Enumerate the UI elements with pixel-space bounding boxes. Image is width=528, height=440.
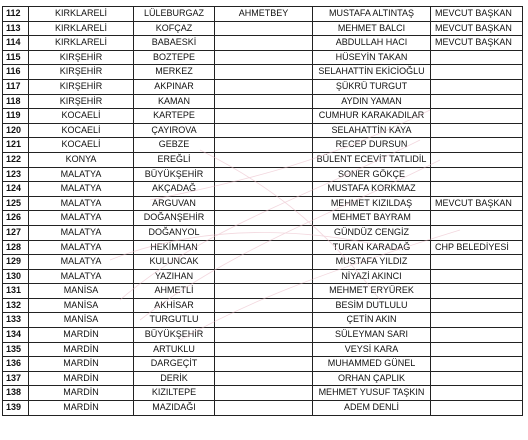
note-cell bbox=[431, 255, 523, 270]
table-row bbox=[3, 269, 523, 284]
note-cell bbox=[431, 269, 523, 284]
candidate-table bbox=[2, 6, 523, 416]
district-cell: KARTEPE bbox=[134, 109, 215, 124]
note-cell: MEVCUT BAŞKAN bbox=[431, 36, 523, 51]
table-row bbox=[3, 211, 523, 226]
table-row bbox=[3, 401, 523, 416]
province-cell: MALATYA bbox=[29, 167, 134, 182]
row-number: 139 bbox=[3, 401, 29, 416]
note-cell: MEVCUT BAŞKAN bbox=[431, 7, 523, 22]
town-cell bbox=[215, 313, 313, 328]
province-cell: KIRŞEHİR bbox=[29, 79, 134, 94]
note-cell: MEVCUT BAŞKAN bbox=[431, 21, 523, 36]
row-number: 122 bbox=[3, 152, 29, 167]
note-cell bbox=[431, 298, 523, 313]
table-row bbox=[3, 342, 523, 357]
row-number: 126 bbox=[3, 211, 29, 226]
note-cell bbox=[431, 313, 523, 328]
row-number: 138 bbox=[3, 386, 29, 401]
town-cell bbox=[215, 269, 313, 284]
province-cell: KIRKLARELİ bbox=[29, 21, 134, 36]
candidate-cell: MEHMET BALCI bbox=[313, 21, 431, 36]
note-cell bbox=[431, 152, 523, 167]
note-cell bbox=[431, 109, 523, 124]
candidate-cell: MEHMET BAYRAM bbox=[313, 211, 431, 226]
town-cell bbox=[215, 342, 313, 357]
town-cell bbox=[215, 211, 313, 226]
district-cell: AKHİSAR bbox=[134, 298, 215, 313]
district-cell: EREĞLİ bbox=[134, 152, 215, 167]
district-cell: ARTUKLU bbox=[134, 342, 215, 357]
town-cell bbox=[215, 182, 313, 197]
district-cell: ÇAYIROVA bbox=[134, 123, 215, 138]
province-cell: KIRŞEHİR bbox=[29, 65, 134, 80]
table-row bbox=[3, 138, 523, 153]
candidate-cell: HÜSEYİN TAKAN bbox=[313, 50, 431, 65]
candidate-cell: BESİM DUTLULU bbox=[313, 298, 431, 313]
candidate-cell: MUSTAFA YILDIZ bbox=[313, 255, 431, 270]
province-cell: MALATYA bbox=[29, 240, 134, 255]
district-cell: MAZIDAĞI bbox=[134, 401, 215, 416]
town-cell bbox=[215, 109, 313, 124]
table-row bbox=[3, 386, 523, 401]
candidate-cell: SELAHATTİN EKİCİOĞLU bbox=[313, 65, 431, 80]
candidate-cell: MUHAMMED GÜNEL bbox=[313, 357, 431, 372]
table-row bbox=[3, 123, 523, 138]
town-cell bbox=[215, 152, 313, 167]
row-number: 131 bbox=[3, 284, 29, 299]
candidate-cell: ÇETİN AKIN bbox=[313, 313, 431, 328]
town-cell bbox=[215, 298, 313, 313]
district-cell: AKPINAR bbox=[134, 79, 215, 94]
province-cell: MALATYA bbox=[29, 255, 134, 270]
district-cell: AHMETLİ bbox=[134, 284, 215, 299]
district-cell: DERİK bbox=[134, 371, 215, 386]
district-cell: KULUNCAK bbox=[134, 255, 215, 270]
note-cell bbox=[431, 50, 523, 65]
row-number: 133 bbox=[3, 313, 29, 328]
town-cell bbox=[215, 386, 313, 401]
province-cell: KOCAELİ bbox=[29, 109, 134, 124]
district-cell: AKÇADAĞ bbox=[134, 182, 215, 197]
note-cell bbox=[431, 386, 523, 401]
table-row bbox=[3, 182, 523, 197]
town-cell bbox=[215, 357, 313, 372]
district-cell: KAMAN bbox=[134, 94, 215, 109]
district-cell: KOFÇAZ bbox=[134, 21, 215, 36]
district-cell: BABAESKİ bbox=[134, 36, 215, 51]
town-cell bbox=[215, 240, 313, 255]
row-number: 134 bbox=[3, 328, 29, 343]
province-cell: KOCAELİ bbox=[29, 123, 134, 138]
table-row bbox=[3, 50, 523, 65]
province-cell: MARDİN bbox=[29, 386, 134, 401]
town-cell bbox=[215, 225, 313, 240]
note-cell bbox=[431, 79, 523, 94]
row-number: 120 bbox=[3, 123, 29, 138]
table-row bbox=[3, 167, 523, 182]
table-row bbox=[3, 79, 523, 94]
row-number: 135 bbox=[3, 342, 29, 357]
table-row bbox=[3, 36, 523, 51]
table-row bbox=[3, 357, 523, 372]
row-number: 136 bbox=[3, 357, 29, 372]
row-number: 125 bbox=[3, 196, 29, 211]
table-row bbox=[3, 7, 523, 22]
town-cell bbox=[215, 401, 313, 416]
province-cell: KIRKLARELİ bbox=[29, 7, 134, 22]
town-cell bbox=[215, 328, 313, 343]
town-cell bbox=[215, 36, 313, 51]
town-cell bbox=[215, 284, 313, 299]
table-body bbox=[3, 7, 523, 416]
note-cell bbox=[431, 65, 523, 80]
note-cell bbox=[431, 284, 523, 299]
row-number: 123 bbox=[3, 167, 29, 182]
note-cell bbox=[431, 167, 523, 182]
district-cell: DARGEÇİT bbox=[134, 357, 215, 372]
district-cell: BÜYÜKŞEHİR bbox=[134, 328, 215, 343]
table-row bbox=[3, 225, 523, 240]
province-cell: MARDİN bbox=[29, 342, 134, 357]
province-cell: MARDİN bbox=[29, 401, 134, 416]
note-cell bbox=[431, 123, 523, 138]
table-row bbox=[3, 371, 523, 386]
district-cell: YAZIHAN bbox=[134, 269, 215, 284]
province-cell: MANİSA bbox=[29, 298, 134, 313]
row-number: 112 bbox=[3, 7, 29, 22]
candidate-cell: ŞÜKRÜ TURGUT bbox=[313, 79, 431, 94]
note-cell bbox=[431, 94, 523, 109]
note-cell bbox=[431, 342, 523, 357]
candidate-cell: TURAN KARADAĞ bbox=[313, 240, 431, 255]
town-cell bbox=[215, 79, 313, 94]
table-row bbox=[3, 313, 523, 328]
candidate-cell: SONER GÖKÇE bbox=[313, 167, 431, 182]
town-cell bbox=[215, 123, 313, 138]
note-cell bbox=[431, 182, 523, 197]
candidate-cell: SÜLEYMAN SARI bbox=[313, 328, 431, 343]
candidate-cell: GÜNDÜZ CENGİZ bbox=[313, 225, 431, 240]
table-row bbox=[3, 109, 523, 124]
candidate-cell: AYDIN YAMAN bbox=[313, 94, 431, 109]
row-number: 113 bbox=[3, 21, 29, 36]
spreadsheet bbox=[2, 6, 523, 416]
row-number: 127 bbox=[3, 225, 29, 240]
town-cell: AHMETBEY bbox=[215, 7, 313, 22]
town-cell bbox=[215, 196, 313, 211]
province-cell: KOCAELİ bbox=[29, 138, 134, 153]
table-row bbox=[3, 94, 523, 109]
district-cell: DOĞANŞEHİR bbox=[134, 211, 215, 226]
row-number: 117 bbox=[3, 79, 29, 94]
province-cell: KONYA bbox=[29, 152, 134, 167]
town-cell bbox=[215, 21, 313, 36]
province-cell: MALATYA bbox=[29, 196, 134, 211]
table-row bbox=[3, 65, 523, 80]
row-number: 115 bbox=[3, 50, 29, 65]
town-cell bbox=[215, 138, 313, 153]
note-cell bbox=[431, 328, 523, 343]
district-cell: LÜLEBURGAZ bbox=[134, 7, 215, 22]
row-number: 119 bbox=[3, 109, 29, 124]
candidate-cell: MUSTAFA ALTINTAŞ bbox=[313, 7, 431, 22]
note-cell bbox=[431, 138, 523, 153]
district-cell: BOZTEPE bbox=[134, 50, 215, 65]
town-cell bbox=[215, 371, 313, 386]
table-row bbox=[3, 152, 523, 167]
note-cell bbox=[431, 357, 523, 372]
district-cell: DOĞANYOL bbox=[134, 225, 215, 240]
town-cell bbox=[215, 50, 313, 65]
note-cell bbox=[431, 225, 523, 240]
candidate-cell: MEHMET YUSUF TAŞKIN bbox=[313, 386, 431, 401]
province-cell: MALATYA bbox=[29, 269, 134, 284]
candidate-cell: BÜLENT ECEVİT TATLIDİL bbox=[313, 152, 431, 167]
note-cell bbox=[431, 371, 523, 386]
province-cell: MALATYA bbox=[29, 211, 134, 226]
province-cell: MARDİN bbox=[29, 371, 134, 386]
table-row bbox=[3, 196, 523, 211]
district-cell: KIZILTEPE bbox=[134, 386, 215, 401]
candidate-cell: MUSTAFA KORKMAZ bbox=[313, 182, 431, 197]
province-cell: KIRKLARELİ bbox=[29, 36, 134, 51]
table-row bbox=[3, 328, 523, 343]
table-row bbox=[3, 240, 523, 255]
note-cell: MEVCUT BAŞKAN bbox=[431, 196, 523, 211]
candidate-cell: ADEM DENLİ bbox=[313, 401, 431, 416]
district-cell: HEKİMHAN bbox=[134, 240, 215, 255]
candidate-cell: SELAHATTİN KAYA bbox=[313, 123, 431, 138]
district-cell: BÜYÜKŞEHİR bbox=[134, 167, 215, 182]
candidate-cell: ORHAN ÇAPLIK bbox=[313, 371, 431, 386]
table-row bbox=[3, 21, 523, 36]
row-number: 129 bbox=[3, 255, 29, 270]
district-cell: MERKEZ bbox=[134, 65, 215, 80]
row-number: 137 bbox=[3, 371, 29, 386]
candidate-cell: CUMHUR KARAKADILAR bbox=[313, 109, 431, 124]
province-cell: MANİSA bbox=[29, 313, 134, 328]
table-row bbox=[3, 255, 523, 270]
row-number: 128 bbox=[3, 240, 29, 255]
note-cell bbox=[431, 401, 523, 416]
candidate-cell: MEHMET KIZILDAŞ bbox=[313, 196, 431, 211]
table-row bbox=[3, 298, 523, 313]
province-cell: MALATYA bbox=[29, 225, 134, 240]
row-number: 118 bbox=[3, 94, 29, 109]
district-cell: TURGUTLU bbox=[134, 313, 215, 328]
district-cell: ARGUVAN bbox=[134, 196, 215, 211]
candidate-cell: RECEP DURSUN bbox=[313, 138, 431, 153]
district-cell: GEBZE bbox=[134, 138, 215, 153]
candidate-cell: NİYAZİ AKINCI bbox=[313, 269, 431, 284]
row-number: 124 bbox=[3, 182, 29, 197]
row-number: 114 bbox=[3, 36, 29, 51]
province-cell: MARDİN bbox=[29, 328, 134, 343]
row-number: 132 bbox=[3, 298, 29, 313]
town-cell bbox=[215, 94, 313, 109]
note-cell bbox=[431, 211, 523, 226]
province-cell: KIRŞEHİR bbox=[29, 94, 134, 109]
candidate-cell: MEHMET ERYÜREK bbox=[313, 284, 431, 299]
table-row bbox=[3, 284, 523, 299]
province-cell: MALATYA bbox=[29, 182, 134, 197]
town-cell bbox=[215, 65, 313, 80]
row-number: 130 bbox=[3, 269, 29, 284]
town-cell bbox=[215, 167, 313, 182]
note-cell: CHP BELEDİYESİ bbox=[431, 240, 523, 255]
province-cell: MARDİN bbox=[29, 357, 134, 372]
province-cell: KIRŞEHİR bbox=[29, 50, 134, 65]
town-cell bbox=[215, 255, 313, 270]
row-number: 116 bbox=[3, 65, 29, 80]
province-cell: MANİSA bbox=[29, 284, 134, 299]
row-number: 121 bbox=[3, 138, 29, 153]
candidate-cell: VEYSİ KARA bbox=[313, 342, 431, 357]
candidate-cell: ABDULLAH HACI bbox=[313, 36, 431, 51]
